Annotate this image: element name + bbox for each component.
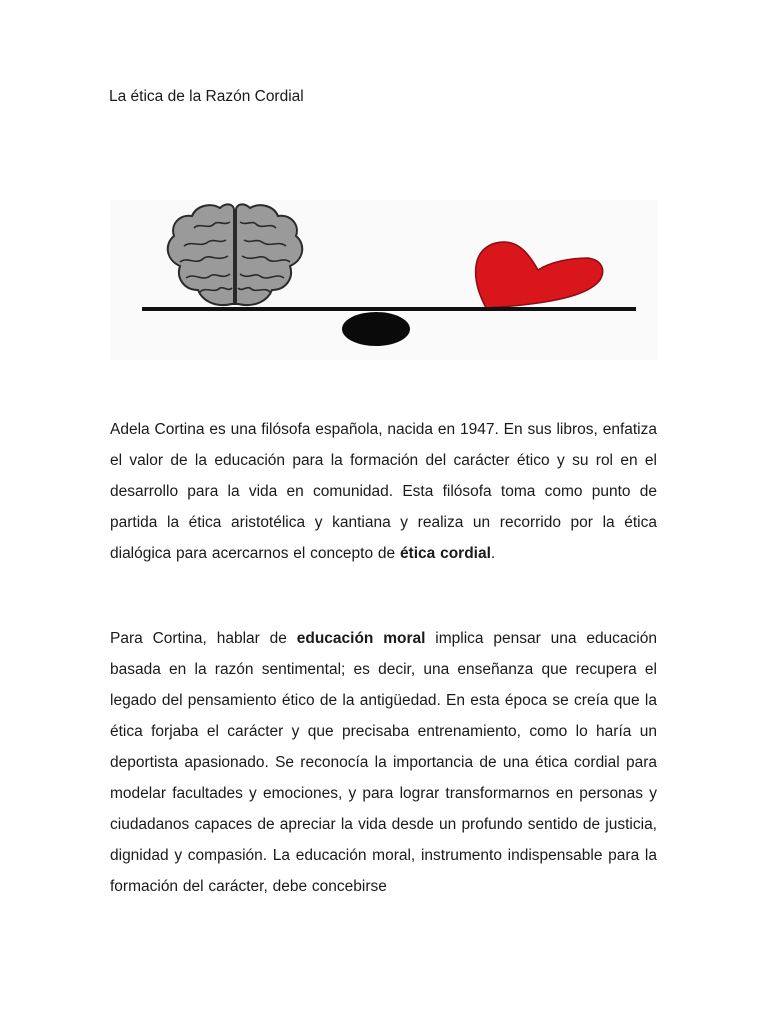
balance-fulcrum	[342, 312, 410, 346]
paragraph-2	[110, 623, 657, 902]
document-title: La ética de la Razón Cordial	[109, 88, 304, 105]
paragraph-1-end: .	[490, 545, 496, 562]
balance-beam	[142, 307, 636, 311]
paragraph-1-bold-term: ética cordial	[399, 545, 491, 562]
paragraph-2-bold-term: educación moral	[296, 630, 426, 647]
balance-illustration	[110, 200, 658, 360]
balance-svg	[110, 200, 658, 360]
paragraph-1	[110, 414, 657, 569]
paragraph-1-text: Adela Cortina es una filósofa española, nacida en 1947. En sus libros, enfatiza el valor de la educación para la formación del carácter ético y su rol en el desarrollo para la vida en comunidad. Esta filósofa toma como punto de partida la ética aristotélica y kantiana y realiza un recorrido por la ética dialógica para acercarnos el concepto de	[110, 421, 657, 562]
paragraph-2-text: implica pensar una educación basada en la razón sentimental; es decir, una enseñanza que recupera el legado del pensamiento ético de la antigüedad. En esta época se creía que la ética forjaba el carácter y que precisaba entrenamiento, como lo haría un deportista apasionado. Se reconocía la importancia de una ética cordial para modelar facultades y emociones, y para lograr transformarnos en personas y ciudadanos capaces de apreciar la vida desde un profundo sentido de justicia, dignidad y compasión. La educación moral, instrumento indispensable para la formación del carácter, debe concebirse	[110, 630, 657, 895]
paragraph-2-intro: Para Cortina, hablar de	[110, 630, 297, 647]
